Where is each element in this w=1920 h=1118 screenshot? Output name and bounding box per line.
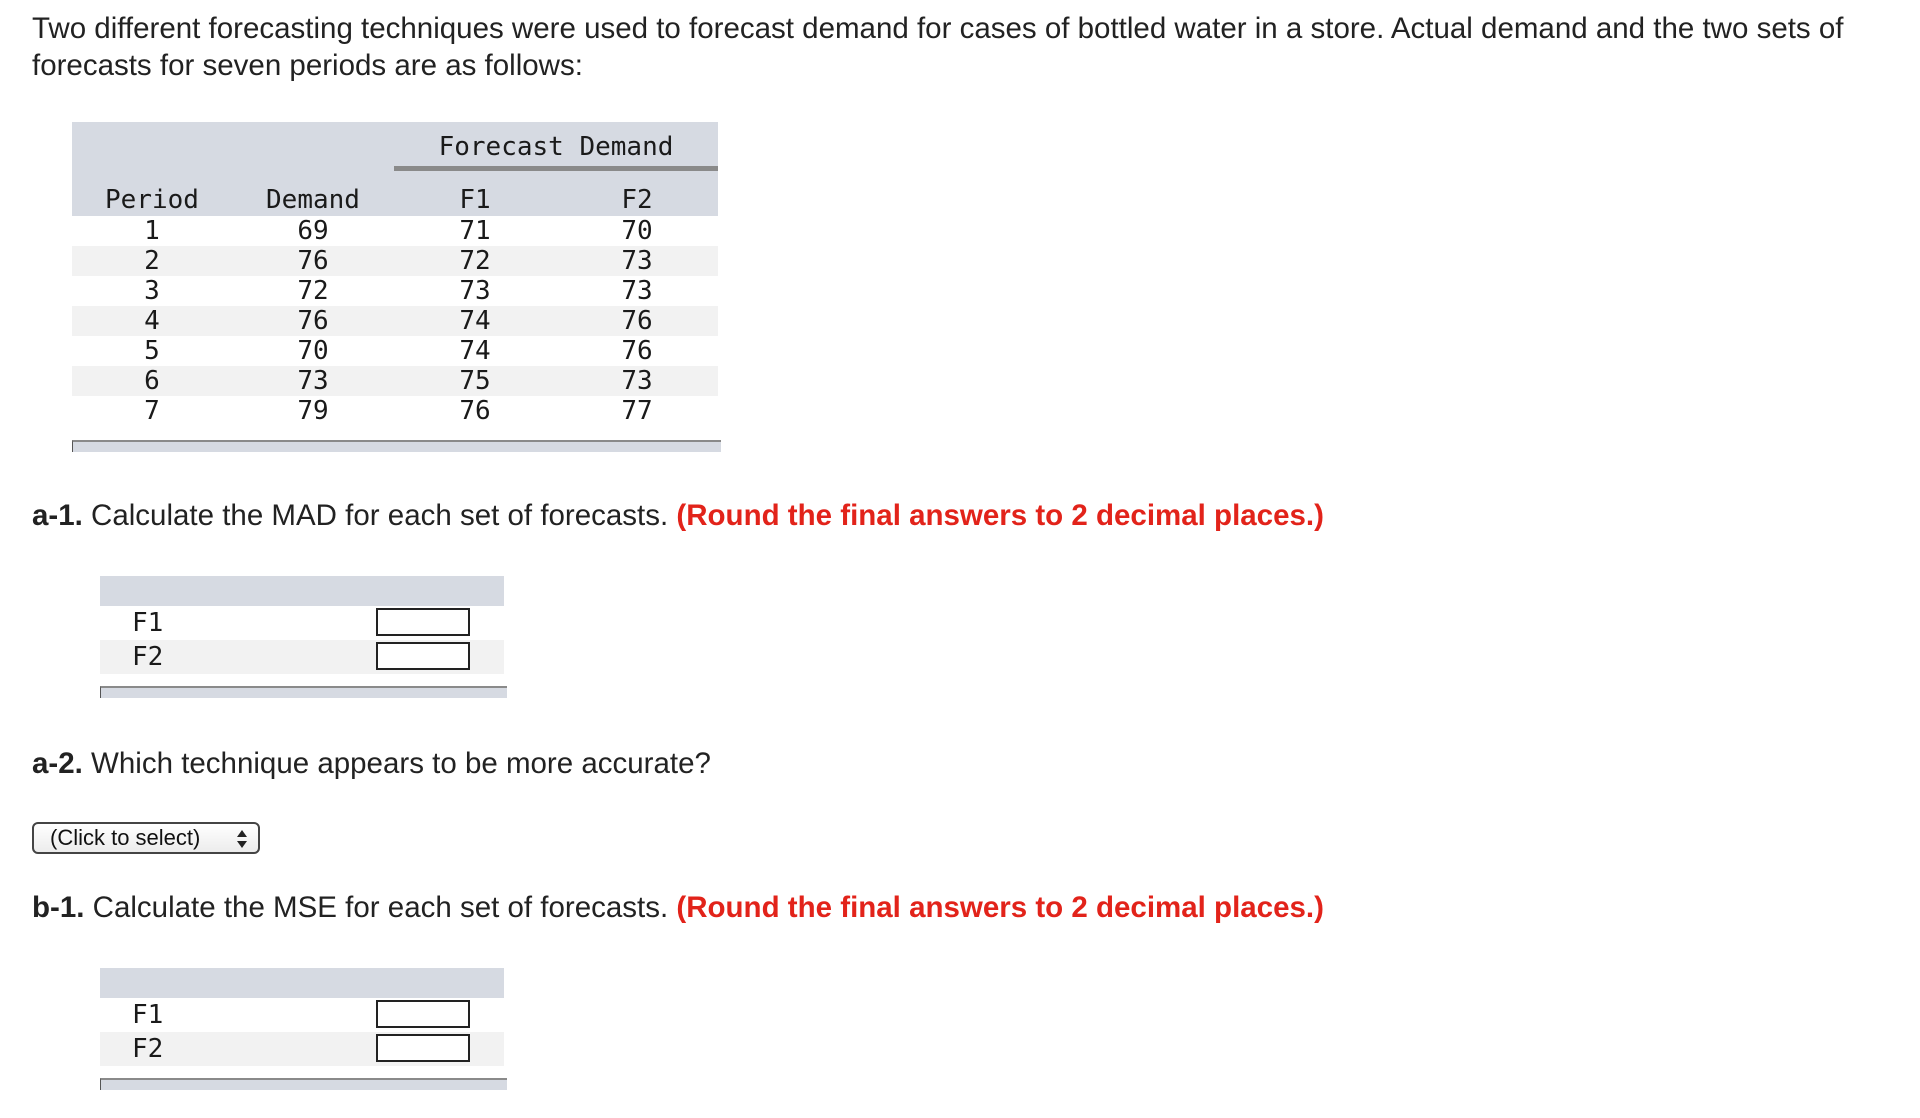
column-header-f2: F2 xyxy=(621,185,653,215)
question-text: Calculate the MSE for each set of forecasts. xyxy=(92,891,669,924)
cell-f2: 77 xyxy=(621,396,653,426)
cell-demand: 73 xyxy=(297,366,329,396)
question-text: Calculate the MAD for each set of forecasts. xyxy=(91,499,669,532)
table-row xyxy=(72,276,718,306)
column-header-demand: Demand xyxy=(266,185,360,215)
cell-period: 7 xyxy=(144,396,160,426)
answer-table-footer xyxy=(100,686,507,698)
question-number: a-1. xyxy=(32,499,83,532)
cell-f1: 76 xyxy=(459,396,491,426)
cell-f2: 73 xyxy=(621,246,653,276)
forecast-demand-group-header: Forecast Demand xyxy=(438,132,674,162)
cell-f1: 75 xyxy=(459,366,491,396)
cell-period: 4 xyxy=(144,306,160,336)
table-row xyxy=(72,216,718,246)
technique-select[interactable] xyxy=(32,822,260,854)
answer-row-f1 xyxy=(100,606,504,640)
answer-row-f1 xyxy=(100,998,504,1032)
select-value: (Click to select) xyxy=(50,825,201,850)
row-label: F2 xyxy=(132,1034,164,1064)
cell-f1: 72 xyxy=(459,246,491,276)
cell-f1: 74 xyxy=(459,306,491,336)
column-header-f1: F1 xyxy=(459,185,491,215)
row-label: F1 xyxy=(132,608,164,638)
cell-period: 3 xyxy=(144,276,160,306)
cell-demand: 72 xyxy=(297,276,329,306)
cell-demand: 79 xyxy=(297,396,329,426)
cell-f1: 73 xyxy=(459,276,491,306)
mad-f1-input[interactable] xyxy=(376,608,470,636)
cell-demand: 76 xyxy=(297,306,329,336)
mse-f2-input[interactable] xyxy=(376,1034,470,1062)
cell-f2: 76 xyxy=(621,306,653,336)
table-row xyxy=(72,366,718,396)
question-text: Which technique appears to be more accurate? xyxy=(91,747,711,780)
cell-period: 5 xyxy=(144,336,160,366)
question-a1 xyxy=(32,498,1324,534)
rounding-note: (Round the final answers to 2 decimal places.) xyxy=(676,499,1324,532)
table-row xyxy=(72,306,718,336)
cell-demand: 76 xyxy=(297,246,329,276)
problem-intro: Two different forecasting techniques were used to forecast demand for cases of bottled water in a store. Actual demand and the two sets of forecasts for seven periods are as follows: xyxy=(32,12,1844,82)
cell-period: 2 xyxy=(144,246,160,276)
question-b1 xyxy=(32,890,1324,926)
question-number: a-2. xyxy=(32,747,83,780)
cell-f2: 73 xyxy=(621,276,653,306)
mse-f1-input[interactable] xyxy=(376,1000,470,1028)
row-label: F2 xyxy=(132,642,164,672)
table-footer-bar xyxy=(72,440,721,452)
question-a2 xyxy=(32,746,711,782)
answer-row-f2 xyxy=(100,1032,504,1066)
table-row xyxy=(72,246,718,276)
cell-demand: 70 xyxy=(297,336,329,366)
row-label: F1 xyxy=(132,1000,164,1030)
question-number: b-1. xyxy=(32,891,85,924)
group-header-rule xyxy=(394,166,718,171)
cell-f1: 74 xyxy=(459,336,491,366)
rounding-note: (Round the final answers to 2 decimal places.) xyxy=(676,891,1324,924)
cell-demand: 69 xyxy=(297,216,329,246)
cell-f2: 76 xyxy=(621,336,653,366)
cell-period: 1 xyxy=(144,216,160,246)
cell-f2: 70 xyxy=(621,216,653,246)
table-row xyxy=(72,336,718,366)
mad-f2-input[interactable] xyxy=(376,642,470,670)
cell-f2: 73 xyxy=(621,366,653,396)
answer-table-header xyxy=(100,968,504,998)
cell-period: 6 xyxy=(144,366,160,396)
cell-f1: 71 xyxy=(459,216,491,246)
table-row xyxy=(72,396,718,426)
answer-row-f2 xyxy=(100,640,504,674)
select-arrows-icon xyxy=(236,829,248,849)
answer-table-footer xyxy=(100,1078,507,1090)
answer-table-header xyxy=(100,576,504,606)
column-header-period: Period xyxy=(105,185,199,215)
